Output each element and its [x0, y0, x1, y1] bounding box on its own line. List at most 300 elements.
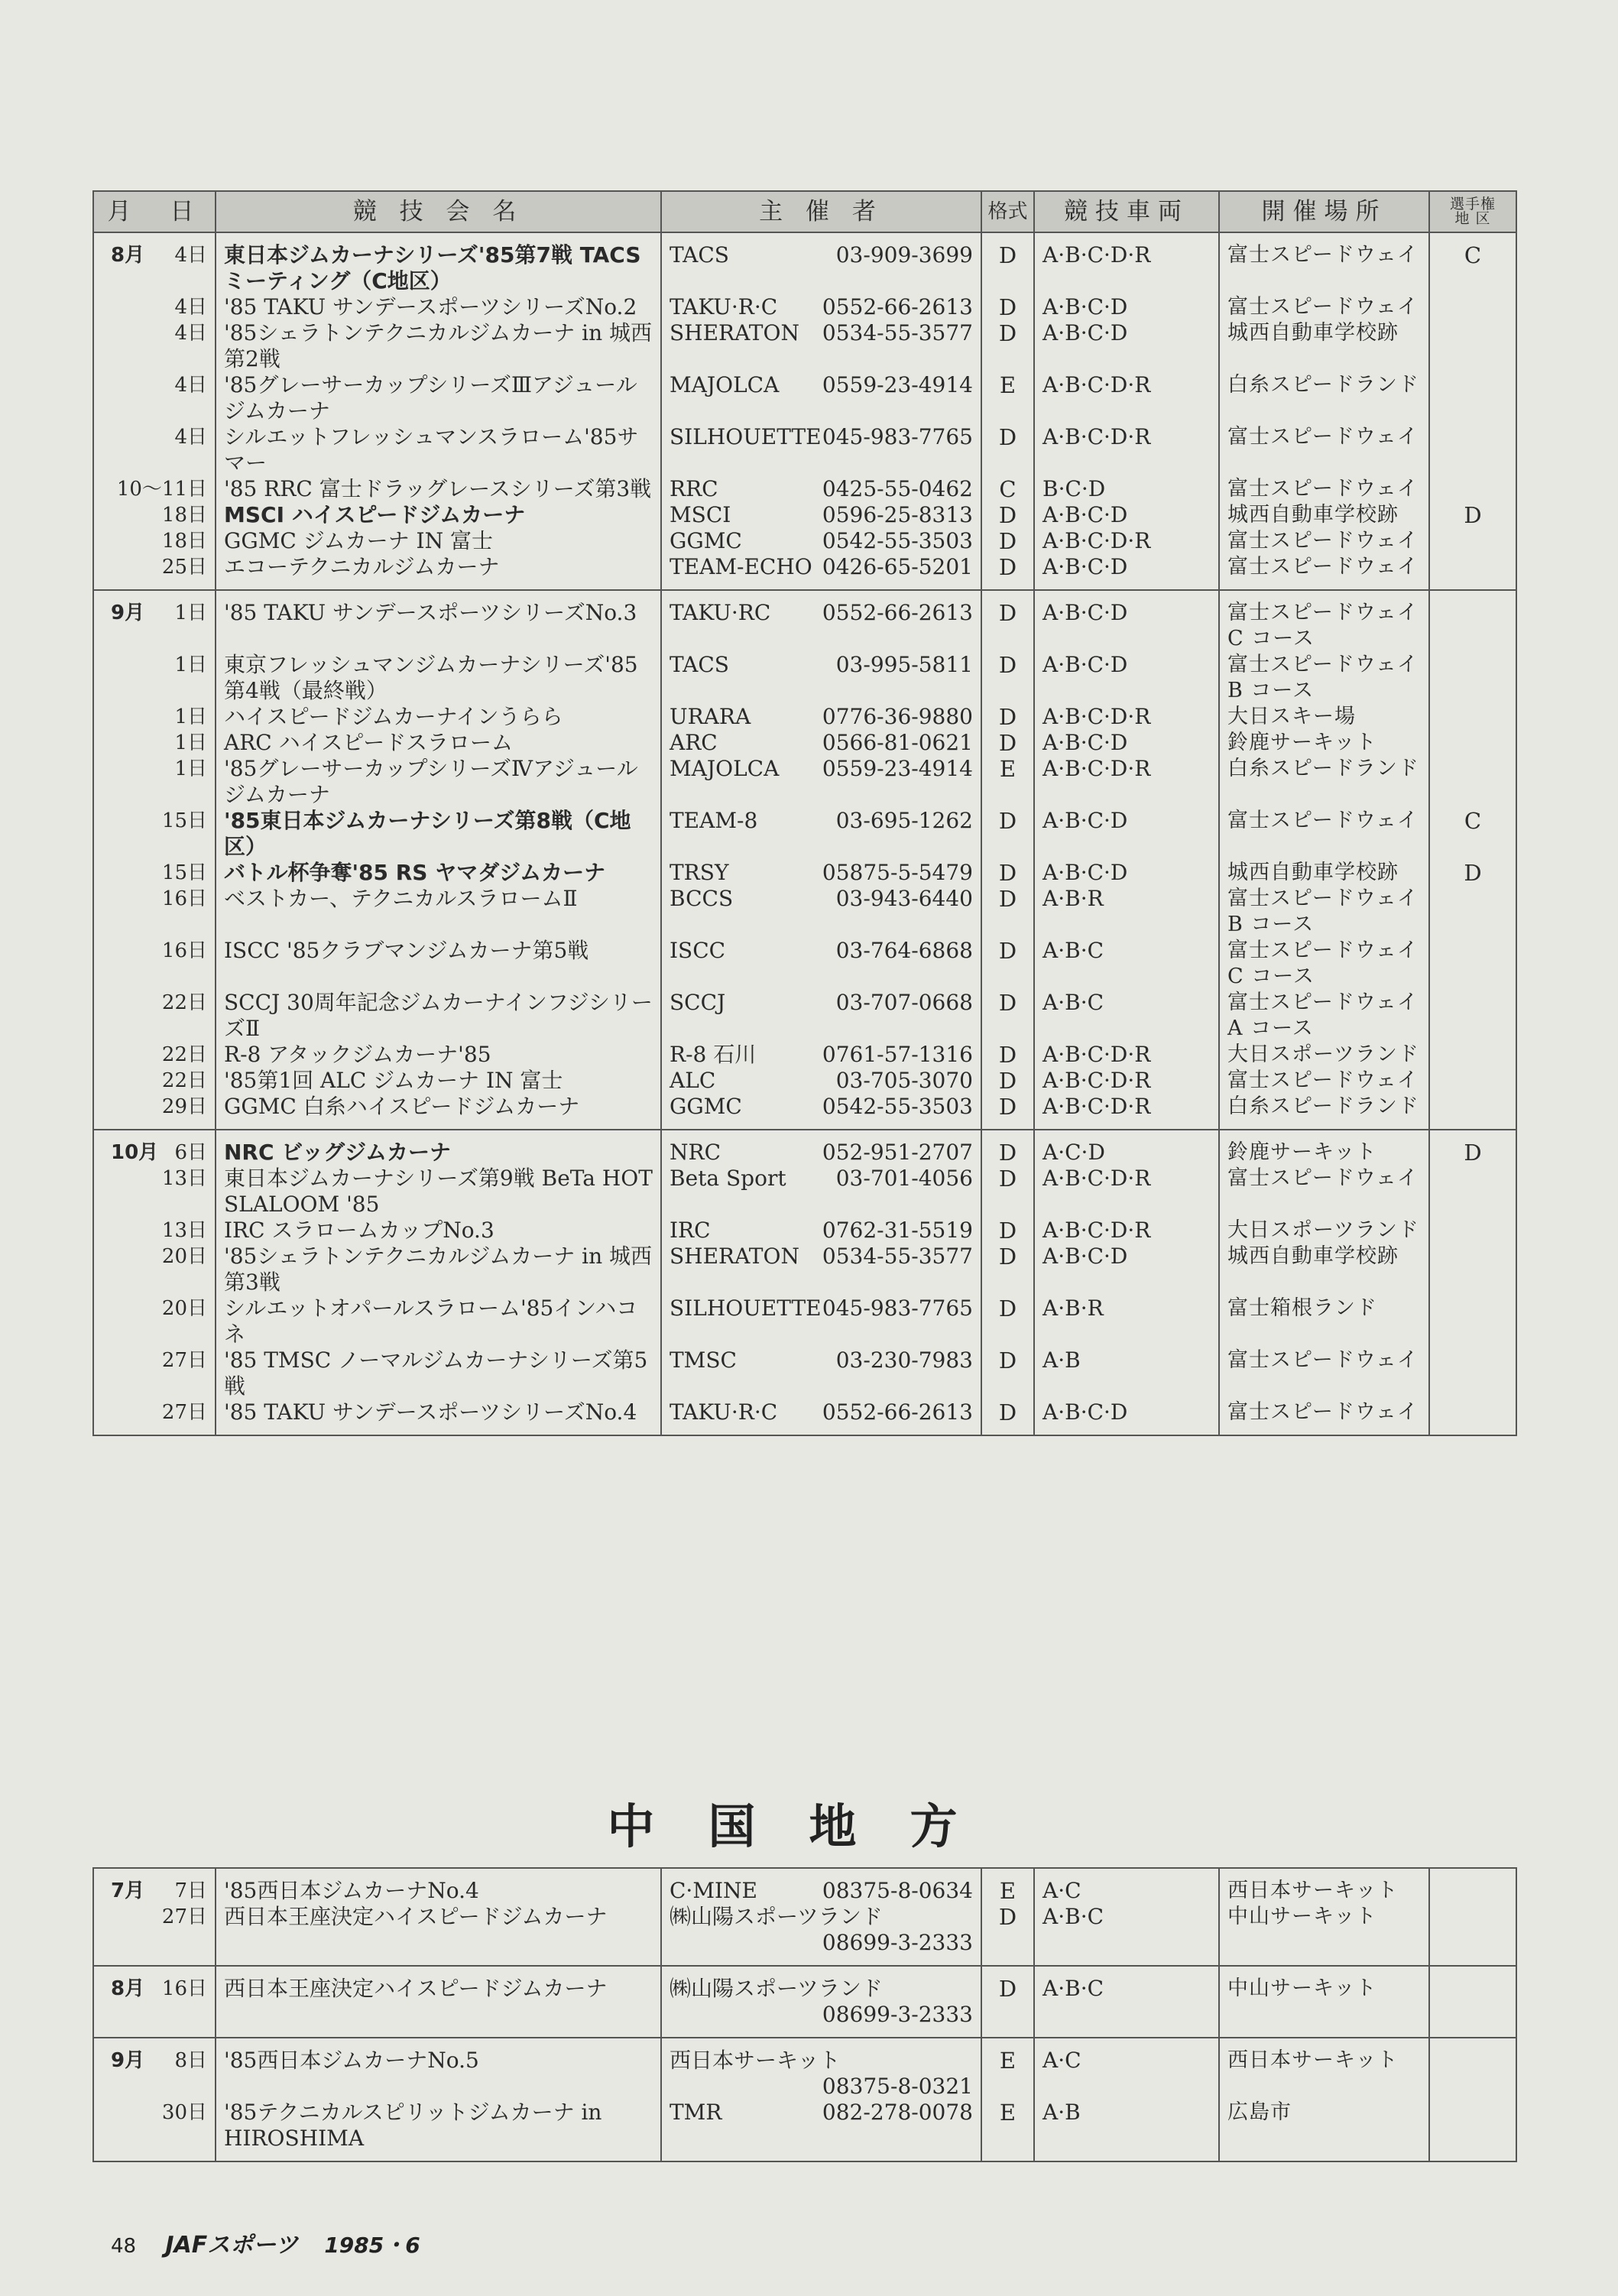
- format-cell: D: [981, 554, 1034, 590]
- day-label: 30日: [161, 2101, 207, 2124]
- event-name: '85西日本ジムカーナNo.4: [216, 1868, 661, 1904]
- event-name: 西日本王座決定ハイスピードジムカーナ: [216, 1966, 661, 2038]
- vehicles-cell: A·B·C: [1034, 938, 1219, 990]
- organizer-phone: 0426-65-5201: [822, 554, 973, 579]
- venue-cell: 大日スポーツランド: [1219, 1218, 1429, 1244]
- event-name: シルエットフレッシュマンスラローム'85サマー: [216, 424, 661, 476]
- date-cell: [93, 232, 216, 294]
- table-row: [93, 1904, 1516, 1966]
- organizer-phone: 0761-57-1316: [822, 1042, 973, 1067]
- format-cell: D: [981, 730, 1034, 756]
- organizer-cell: [661, 1218, 981, 1244]
- vehicles-cell: A·C: [1034, 2038, 1219, 2100]
- table-row: [93, 1868, 1516, 1904]
- header-venue: 開催場所: [1219, 191, 1429, 232]
- date-cell: [93, 1399, 216, 1435]
- date-cell: [93, 476, 216, 502]
- region-cell: [1429, 1218, 1516, 1244]
- table-row: [93, 424, 1516, 476]
- month-label: 8月: [111, 244, 145, 267]
- event-name: GGMC 白糸ハイスピードジムカーナ: [216, 1094, 661, 1130]
- event-name: '85 TMSC ノーマルジムカーナシリーズ第5戦: [216, 1347, 661, 1399]
- organizer-phone: 03-943-6440: [835, 886, 973, 911]
- organizer-name: ARC: [670, 730, 718, 755]
- organizer-cell: [661, 232, 981, 294]
- venue-cell: 広島市: [1219, 2100, 1429, 2161]
- vehicles-cell: A·B·C·D: [1034, 590, 1219, 652]
- organizer-phone: 0566-81-0621: [822, 730, 973, 755]
- venue-cell: 富士スピードウェイ B コース: [1219, 652, 1429, 704]
- organizer-phone: 03-707-0668: [835, 990, 973, 1015]
- venue-cell: 富士スピードウェイ: [1219, 808, 1429, 860]
- venue-cell: 城西自動車学校跡: [1219, 320, 1429, 372]
- organizer-cell: [661, 1399, 981, 1435]
- organizer-cell: [661, 1068, 981, 1094]
- day-label: 7日: [174, 1879, 207, 1902]
- organizer-name: TMSC: [670, 1347, 737, 1373]
- organizer-phone: 0534-55-3577: [822, 320, 973, 345]
- table-row: [93, 1966, 1516, 2038]
- table-row: [93, 372, 1516, 424]
- venue-cell: 富士箱根ランド: [1219, 1296, 1429, 1347]
- month-label: 7月: [111, 1879, 145, 1902]
- event-name: '85グレーサーカップシリーズⅢアジュールジムカーナ: [216, 372, 661, 424]
- organizer-name: TACS: [670, 652, 729, 677]
- organizer-name: ㈱山陽スポーツランド: [670, 1904, 883, 1929]
- organizer-name: SILHOUETTE: [670, 424, 822, 449]
- vehicles-cell: A·B·C·D·R: [1034, 372, 1219, 424]
- table-row: [93, 1130, 1516, 1166]
- region-cell: [1429, 554, 1516, 590]
- event-name: '85 TAKU サンデースポーツシリーズNo.3: [216, 590, 661, 652]
- organizer-cell: [661, 652, 981, 704]
- venue-cell: 白糸スピードランド: [1219, 1094, 1429, 1130]
- day-label: 6日: [174, 1141, 207, 1164]
- table-row: [93, 2038, 1516, 2100]
- date-cell: [93, 1868, 216, 1904]
- table-row: [93, 886, 1516, 938]
- organizer-name: SHERATON: [670, 1244, 799, 1269]
- day-label: 22日: [161, 991, 207, 1014]
- organizer-phone: 052-951-2707: [822, 1140, 973, 1165]
- vehicles-cell: A·B·C·D·R: [1034, 424, 1219, 476]
- organizer-phone: 0559-23-4914: [822, 756, 973, 781]
- organizer-phone: 0534-55-3577: [822, 1244, 973, 1269]
- organizer-name: BCCS: [670, 886, 734, 911]
- region-cell: [1429, 372, 1516, 424]
- event-name: 西日本王座決定ハイスピードジムカーナ: [216, 1904, 661, 1966]
- event-name: IRC スラロームカップNo.3: [216, 1218, 661, 1244]
- region-cell: [1429, 938, 1516, 990]
- organizer-name: MAJOLCA: [670, 756, 780, 781]
- organizer-phone: 0559-23-4914: [822, 372, 973, 397]
- format-cell: D: [981, 990, 1034, 1042]
- vehicles-cell: A·B·R: [1034, 1296, 1219, 1347]
- organizer-name: ALC: [670, 1068, 716, 1093]
- region-cell: [1429, 704, 1516, 730]
- organizer-cell: [661, 2100, 981, 2161]
- vehicles-cell: A·B·C·D: [1034, 1399, 1219, 1435]
- organizer-phone: 0596-25-8313: [822, 502, 973, 527]
- format-cell: D: [981, 502, 1034, 528]
- table-row: [93, 2100, 1516, 2161]
- venue-cell: 中山サーキット: [1219, 1904, 1429, 1966]
- venue-cell: 白糸スピードランド: [1219, 756, 1429, 808]
- region-cell: [1429, 1868, 1516, 1904]
- organizer-phone: 0552-66-2613: [822, 600, 973, 625]
- format-cell: D: [981, 1296, 1034, 1347]
- date-cell: [93, 502, 216, 528]
- region-cell: [1429, 1347, 1516, 1399]
- event-name: '85西日本ジムカーナNo.5: [216, 2038, 661, 2100]
- region-cell: [1429, 424, 1516, 476]
- event-name: エコーテクニカルジムカーナ: [216, 554, 661, 590]
- date-cell: [93, 590, 216, 652]
- region-cell: C: [1429, 808, 1516, 860]
- organizer-cell: [661, 704, 981, 730]
- venue-cell: 中山サーキット: [1219, 1966, 1429, 2038]
- magazine-name: JAFスポーツ: [165, 2232, 299, 2259]
- venue-cell: 鈴鹿サーキット: [1219, 730, 1429, 756]
- event-name: '85シェラトンテクニカルジムカーナ in 城西第3戦: [216, 1244, 661, 1296]
- page-footer: [111, 2226, 420, 2259]
- organizer-name: ㈱山陽スポーツランド: [670, 1976, 883, 2001]
- organizer-name: SCCJ: [670, 990, 726, 1015]
- region-cell: [1429, 590, 1516, 652]
- organizer-cell: [661, 424, 981, 476]
- date-cell: [93, 1296, 216, 1347]
- date-cell: [93, 554, 216, 590]
- day-label: 4日: [174, 244, 207, 267]
- organizer-cell: [661, 886, 981, 938]
- format-cell: D: [981, 1094, 1034, 1130]
- day-label: 1日: [174, 757, 207, 780]
- table-row: [93, 232, 1516, 294]
- vehicles-cell: A·B·C·D: [1034, 730, 1219, 756]
- table-row: [93, 860, 1516, 886]
- date-cell: [93, 2038, 216, 2100]
- region-cell: [1429, 1094, 1516, 1130]
- venue-cell: 富士スピードウェイ: [1219, 424, 1429, 476]
- organizer-phone: 08699-3-2333: [822, 2002, 973, 2027]
- organizer-name: TMR: [670, 2100, 722, 2125]
- date-cell: [93, 808, 216, 860]
- date-cell: [93, 528, 216, 554]
- organizer-phone: 03-764-6868: [835, 938, 973, 963]
- date-cell: [93, 1966, 216, 2038]
- organizer-phone: 0552-66-2613: [822, 1399, 973, 1425]
- date-cell: [93, 730, 216, 756]
- header-vehicles: 競技車両: [1034, 191, 1219, 232]
- vehicles-cell: A·B·C·D·R: [1034, 232, 1219, 294]
- day-label: 13日: [161, 1167, 207, 1190]
- organizer-name: SHERATON: [670, 320, 799, 345]
- day-label: 13日: [161, 1219, 207, 1242]
- organizer-phone: 082-278-0078: [822, 2100, 973, 2125]
- format-cell: E: [981, 756, 1034, 808]
- organizer-cell: [661, 808, 981, 860]
- day-label: 22日: [161, 1043, 207, 1066]
- region-cell: [1429, 1966, 1516, 2038]
- organizer-cell: [661, 1166, 981, 1218]
- event-name: '85 TAKU サンデースポーツシリーズNo.4: [216, 1399, 661, 1435]
- organizer-cell: [661, 1966, 981, 2038]
- format-cell: D: [981, 1347, 1034, 1399]
- organizer-name: Beta Sport: [670, 1166, 786, 1191]
- event-name: '85東日本ジムカーナシリーズ第8戦（C地区）: [216, 808, 661, 860]
- event-name: 東日本ジムカーナシリーズ'85第7戦 TACSミーティング（C地区）: [216, 232, 661, 294]
- organizer-phone: 03-909-3699: [835, 242, 973, 268]
- format-cell: D: [981, 320, 1034, 372]
- table-row: [93, 756, 1516, 808]
- organizer-name: TRSY: [670, 860, 729, 885]
- event-name: 東日本ジムカーナシリーズ第9戦 BeTa HOT SLALOOM '85: [216, 1166, 661, 1218]
- month-label: 8月: [111, 1977, 145, 2000]
- venue-cell: 鈴鹿サーキット: [1219, 1130, 1429, 1166]
- event-name: '85 RRC 富士ドラッグレースシリーズ第3戦: [216, 476, 661, 502]
- region-cell: [1429, 1904, 1516, 1966]
- venue-cell: 富士スピードウェイ C コース: [1219, 938, 1429, 990]
- region-cell: [1429, 1166, 1516, 1218]
- organizer-phone: 0552-66-2613: [822, 294, 973, 319]
- vehicles-cell: A·B·C·D·R: [1034, 704, 1219, 730]
- date-cell: [93, 1347, 216, 1399]
- day-label: 16日: [161, 1977, 207, 2000]
- day-label: 8日: [174, 2049, 207, 2072]
- vehicles-cell: A·C: [1034, 1868, 1219, 1904]
- format-cell: D: [981, 1966, 1034, 2038]
- organizer-cell: [661, 860, 981, 886]
- table-row: [93, 1166, 1516, 1218]
- day-label: 20日: [161, 1245, 207, 1268]
- venue-cell: 富士スピードウェイ: [1219, 476, 1429, 502]
- venue-cell: 富士スピードウェイ: [1219, 554, 1429, 590]
- organizer-name: R-8 石川: [670, 1042, 757, 1067]
- organizer-phone: 08699-3-2333: [822, 1930, 973, 1955]
- header-date: 月 日: [93, 191, 216, 232]
- organizer-name: NRC: [670, 1140, 721, 1165]
- event-name: '85グレーサーカップシリーズⅣアジュールジムカーナ: [216, 756, 661, 808]
- organizer-cell: [661, 730, 981, 756]
- organizer-cell: [661, 590, 981, 652]
- vehicles-cell: A·B·C·D: [1034, 1244, 1219, 1296]
- day-label: 1日: [174, 602, 207, 624]
- region-cell: [1429, 990, 1516, 1042]
- vehicles-cell: A·B·R: [1034, 886, 1219, 938]
- table-row: [93, 528, 1516, 554]
- region-cell: [1429, 1399, 1516, 1435]
- vehicles-cell: A·B·C·D: [1034, 554, 1219, 590]
- day-label: 27日: [161, 1349, 207, 1372]
- date-cell: [93, 294, 216, 320]
- region-cell: [1429, 1296, 1516, 1347]
- organizer-name: 西日本サーキット: [670, 2048, 841, 2073]
- header-championship-region: 選手権 地 区: [1429, 191, 1516, 232]
- main-schedule-body: [93, 232, 1516, 1435]
- region-cell: [1429, 294, 1516, 320]
- vehicles-cell: A·B·C·D: [1034, 502, 1219, 528]
- event-name: GGMC ジムカーナ IN 富士: [216, 528, 661, 554]
- event-name: '85第1回 ALC ジムカーナ IN 富士: [216, 1068, 661, 1094]
- date-cell: [93, 372, 216, 424]
- organizer-cell: [661, 1042, 981, 1068]
- day-label: 4日: [174, 322, 207, 345]
- vehicles-cell: A·B·C·D·R: [1034, 1166, 1219, 1218]
- organizer-cell: [661, 1296, 981, 1347]
- venue-cell: 富士スピードウェイ: [1219, 1347, 1429, 1399]
- format-cell: D: [981, 860, 1034, 886]
- day-label: 4日: [174, 296, 207, 319]
- header-event-name: 競 技 会 名: [216, 191, 661, 232]
- table-row: [93, 1068, 1516, 1094]
- format-cell: D: [981, 1904, 1034, 1966]
- format-cell: E: [981, 2038, 1034, 2100]
- venue-cell: 富士スピードウェイ: [1219, 528, 1429, 554]
- format-cell: C: [981, 476, 1034, 502]
- date-cell: [93, 990, 216, 1042]
- venue-cell: 西日本サーキット: [1219, 2038, 1429, 2100]
- section-title: 中国地方: [607, 1798, 1011, 1854]
- venue-cell: 富士スピードウェイ: [1219, 1068, 1429, 1094]
- event-name: ベストカー、テクニカルスラロームⅡ: [216, 886, 661, 938]
- organizer-name: GGMC: [670, 1094, 742, 1119]
- format-cell: D: [981, 528, 1034, 554]
- format-cell: D: [981, 886, 1034, 938]
- event-name: ISCC '85クラブマンジムカーナ第5戦: [216, 938, 661, 990]
- day-label: 10～11日: [116, 478, 207, 501]
- region-cell: [1429, 320, 1516, 372]
- organizer-cell: [661, 502, 981, 528]
- organizer-cell: [661, 554, 981, 590]
- region-cell: [1429, 1068, 1516, 1094]
- region-cell: C: [1429, 232, 1516, 294]
- vehicles-cell: A·B·C: [1034, 1904, 1219, 1966]
- day-label: 16日: [161, 939, 207, 962]
- vehicles-cell: A·B·C·D·R: [1034, 756, 1219, 808]
- header-organizer: 主 催 者: [661, 191, 981, 232]
- date-cell: [93, 886, 216, 938]
- table-row: [93, 808, 1516, 860]
- date-cell: [93, 652, 216, 704]
- vehicles-cell: A·C·D: [1034, 1130, 1219, 1166]
- event-name: ARC ハイスピードスラローム: [216, 730, 661, 756]
- organizer-phone: 03-230-7983: [835, 1347, 973, 1373]
- day-label: 29日: [161, 1095, 207, 1118]
- organizer-name: TEAM-ECHO: [670, 554, 812, 579]
- region-cell: D: [1429, 1130, 1516, 1166]
- table-row: [93, 502, 1516, 528]
- organizer-phone: 0762-31-5519: [822, 1218, 973, 1243]
- format-cell: E: [981, 2100, 1034, 2161]
- event-name: ハイスピードジムカーナインうらら: [216, 704, 661, 730]
- table-row: [93, 476, 1516, 502]
- day-label: 1日: [174, 653, 207, 676]
- vehicles-cell: A·B·C·D: [1034, 320, 1219, 372]
- day-label: 4日: [174, 426, 207, 449]
- region-cell: [1429, 2100, 1516, 2161]
- organizer-cell: [661, 2038, 981, 2100]
- organizer-cell: [661, 372, 981, 424]
- event-name: SCCJ 30周年記念ジムカーナインフジシリーズⅡ: [216, 990, 661, 1042]
- day-label: 20日: [161, 1297, 207, 1320]
- format-cell: D: [981, 294, 1034, 320]
- venue-cell: 西日本サーキット: [1219, 1868, 1429, 1904]
- day-label: 15日: [161, 809, 207, 832]
- organizer-cell: [661, 1244, 981, 1296]
- vehicles-cell: A·B·C·D: [1034, 808, 1219, 860]
- table-row: [93, 1296, 1516, 1347]
- table-row: [93, 1244, 1516, 1296]
- format-cell: E: [981, 372, 1034, 424]
- vehicles-cell: A·B·C·D·R: [1034, 1094, 1219, 1130]
- organizer-phone: 0542-55-3503: [822, 528, 973, 553]
- format-cell: D: [981, 1042, 1034, 1068]
- organizer-phone: 045-983-7765: [822, 424, 973, 449]
- table-row: [93, 1218, 1516, 1244]
- vehicles-cell: A·B·C·D·R: [1034, 1218, 1219, 1244]
- organizer-phone: 05875-5-5479: [822, 860, 973, 885]
- vehicles-cell: A·B·C·D: [1034, 652, 1219, 704]
- vehicles-cell: A·B: [1034, 2100, 1219, 2161]
- format-cell: D: [981, 590, 1034, 652]
- format-cell: D: [981, 424, 1034, 476]
- venue-cell: 富士スピードウェイ B コース: [1219, 886, 1429, 938]
- table-row: [93, 990, 1516, 1042]
- region-cell: [1429, 528, 1516, 554]
- venue-cell: 城西自動車学校跡: [1219, 1244, 1429, 1296]
- table-row: [93, 590, 1516, 652]
- organizer-name: GGMC: [670, 528, 742, 553]
- organizer-name: MSCI: [670, 502, 731, 527]
- vehicles-cell: B·C·D: [1034, 476, 1219, 502]
- format-cell: D: [981, 808, 1034, 860]
- organizer-phone: 03-995-5811: [835, 652, 973, 677]
- region-cell: [1429, 730, 1516, 756]
- organizer-phone: 03-705-3070: [835, 1068, 973, 1093]
- organizer-cell: [661, 1904, 981, 1966]
- format-cell: D: [981, 1244, 1034, 1296]
- format-cell: D: [981, 1218, 1034, 1244]
- region-cell: [1429, 1244, 1516, 1296]
- date-cell: [93, 1094, 216, 1130]
- date-cell: [93, 1042, 216, 1068]
- venue-cell: 城西自動車学校跡: [1219, 860, 1429, 886]
- event-name: シルエットオパールスラローム'85インハコネ: [216, 1296, 661, 1347]
- venue-cell: 富士スピードウェイ C コース: [1219, 590, 1429, 652]
- venue-cell: 富士スピードウェイ: [1219, 1166, 1429, 1218]
- date-cell: [93, 1218, 216, 1244]
- region-cell: D: [1429, 860, 1516, 886]
- venue-cell: 富士スピードウェイ: [1219, 232, 1429, 294]
- date-cell: [93, 704, 216, 730]
- day-label: 16日: [161, 887, 207, 910]
- format-cell: D: [981, 1068, 1034, 1094]
- organizer-name: TACS: [670, 242, 729, 268]
- main-schedule-table: [92, 190, 1517, 1436]
- format-cell: D: [981, 652, 1034, 704]
- organizer-name: TAKU·RC: [670, 600, 771, 625]
- organizer-cell: [661, 294, 981, 320]
- header-row: [93, 191, 1516, 232]
- organizer-name: TAKU·R·C: [670, 1399, 778, 1425]
- format-cell: D: [981, 938, 1034, 990]
- date-cell: [93, 860, 216, 886]
- vehicles-cell: A·B: [1034, 1347, 1219, 1399]
- chugoku-schedule-body: [93, 1868, 1516, 2161]
- organizer-phone: 03-701-4056: [835, 1166, 973, 1191]
- organizer-cell: [661, 938, 981, 990]
- table-row: [93, 320, 1516, 372]
